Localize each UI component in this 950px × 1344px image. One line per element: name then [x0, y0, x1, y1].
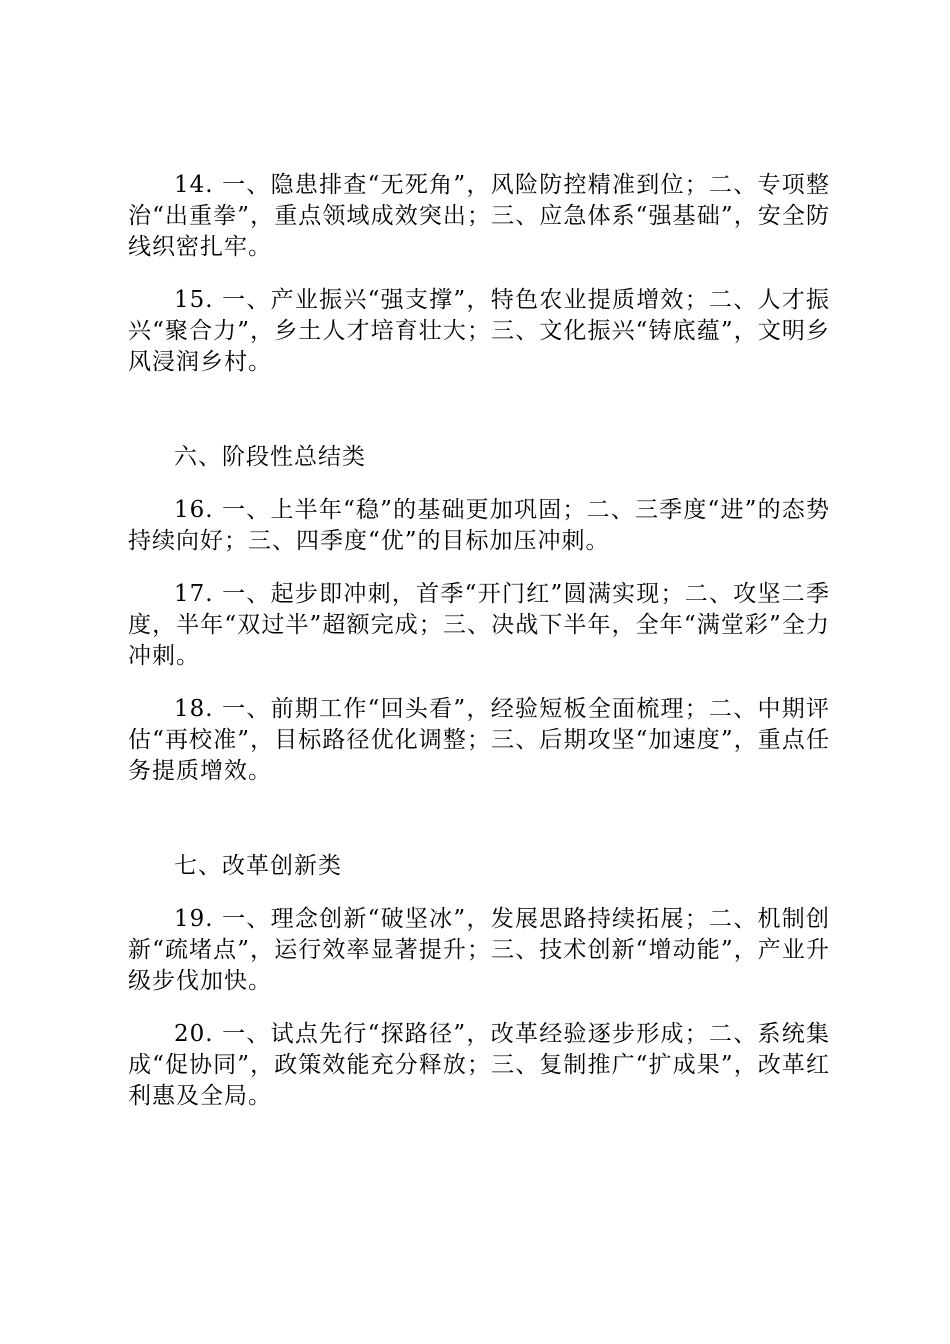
- paragraph-17: 17. 一、起步即冲刺，首季“开门红”圆满实现；二、攻坚二季度，半年“双过半”超额完成；三、决战下半年，全年“满堂彩”全力冲刺。: [128, 581, 830, 669]
- paragraph-14: 14. 一、隐患排查“无死角”，风险防控精准到位；二、专项整治“出重拳”，重点领域成效突出；三、应急体系“强基础”，安全防线织密扎牢。: [128, 172, 830, 260]
- section-heading-7: 七、改革创新类: [174, 853, 342, 879]
- paragraph-18: 18. 一、前期工作“回头看”，经验短板全面梳理；二、中期评估“再校准”，目标路径优化调整；三、后期攻坚“加速度”，重点任务提质增效。: [128, 696, 830, 784]
- document-page: [128, 170, 830, 1112]
- paragraph-19: 19. 一、理念创新“破坚冰”，发展思路持续拓展；二、机制创新“疏堵点”，运行效率显著提升；三、技术创新“增动能”，产业升级步伐加快。: [128, 906, 830, 994]
- paragraph-20: 20. 一、试点先行“探路径”，改革经验逐步形成；二、系统集成“促协同”，政策效能充分释放；三、复制推广“扩成果”，改革红利惠及全局。: [128, 1021, 830, 1109]
- paragraph-16: 16. 一、上半年“稳”的基础更加巩固；二、三季度“进”的态势持续向好；三、四季度“优”的目标加压冲刺。: [128, 497, 830, 554]
- paragraph-15: 15. 一、产业振兴“强支撑”，特色农业提质增效；二、人才振兴“聚合力”，乡土人才培育壮大；三、文化振兴“铸底蕴”，文明乡风浸润乡村。: [128, 287, 830, 375]
- section-heading-6: 六、阶段性总结类: [174, 444, 366, 470]
